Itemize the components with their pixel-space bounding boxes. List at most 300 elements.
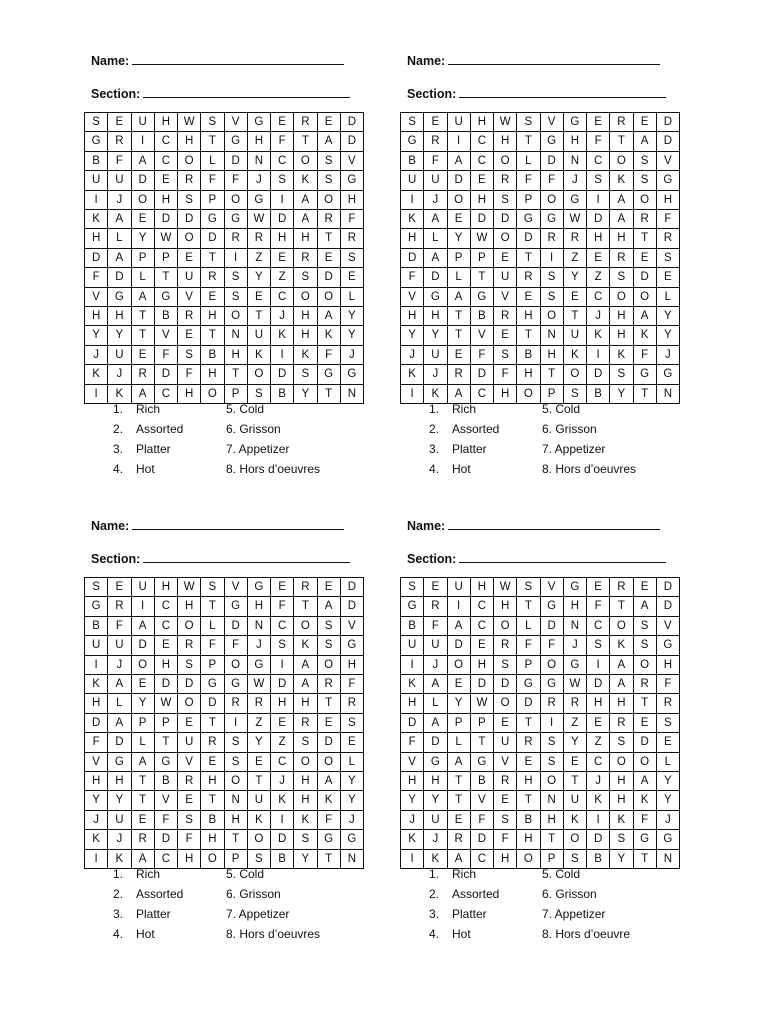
grid-cell[interactable]: H [85,694,108,713]
grid-cell[interactable]: L [108,229,131,248]
grid-cell[interactable]: S [224,733,247,752]
grid-cell[interactable]: D [271,675,294,694]
name-line[interactable] [132,54,344,65]
grid-cell[interactable]: I [401,849,424,868]
grid-cell[interactable]: E [131,345,154,364]
grid-cell[interactable]: R [610,578,633,597]
grid-cell[interactable]: D [131,171,154,190]
grid-cell[interactable]: F [317,345,340,364]
grid-cell[interactable]: S [340,248,363,267]
grid-cell[interactable]: F [340,210,363,229]
grid-cell[interactable]: T [563,772,586,791]
grid-cell[interactable]: O [517,849,540,868]
grid-cell[interactable]: Z [247,248,270,267]
grid-cell[interactable]: C [587,151,610,170]
grid-cell[interactable]: D [656,578,679,597]
grid-cell[interactable]: V [85,287,108,306]
grid-cell[interactable]: H [656,655,679,674]
grid-cell[interactable]: D [470,210,493,229]
grid-cell[interactable]: C [470,849,493,868]
grid-cell[interactable]: G [108,287,131,306]
grid-cell[interactable]: H [294,326,317,345]
grid-cell[interactable]: I [271,345,294,364]
grid-cell[interactable]: T [517,248,540,267]
grid-cell[interactable]: F [656,210,679,229]
name-field[interactable] [91,54,344,68]
grid-cell[interactable]: K [563,810,586,829]
grid-cell[interactable]: D [424,733,447,752]
grid-cell[interactable]: H [470,113,493,132]
grid-cell[interactable]: G [540,210,563,229]
grid-cell[interactable]: E [494,713,517,732]
grid-cell[interactable]: B [517,345,540,364]
grid-cell[interactable]: H [517,365,540,384]
grid-cell[interactable]: G [656,830,679,849]
grid-cell[interactable]: G [108,752,131,771]
grid-cell[interactable]: H [587,694,610,713]
grid-cell[interactable]: I [224,713,247,732]
grid-cell[interactable]: I [85,384,108,403]
grid-cell[interactable]: J [401,810,424,829]
grid-cell[interactable]: D [340,113,363,132]
grid-cell[interactable]: T [540,365,563,384]
grid-cell[interactable]: I [587,655,610,674]
grid-cell[interactable]: R [108,597,131,616]
grid-cell[interactable]: O [494,151,517,170]
name-field[interactable] [407,519,660,533]
grid-cell[interactable]: H [178,849,201,868]
grid-cell[interactable]: S [201,578,224,597]
grid-cell[interactable]: E [317,578,340,597]
grid-cell[interactable]: R [317,210,340,229]
grid-cell[interactable]: F [317,810,340,829]
grid-cell[interactable]: G [424,287,447,306]
grid-cell[interactable]: A [131,151,154,170]
grid-cell[interactable]: J [424,365,447,384]
grid-cell[interactable]: H [178,597,201,616]
grid-cell[interactable]: B [154,772,177,791]
grid-cell[interactable]: S [224,287,247,306]
grid-cell[interactable]: Z [587,268,610,287]
grid-cell[interactable]: R [178,636,201,655]
grid-cell[interactable]: S [517,578,540,597]
grid-cell[interactable]: L [424,694,447,713]
grid-cell[interactable]: D [656,132,679,151]
grid-cell[interactable]: E [424,578,447,597]
grid-cell[interactable]: J [587,307,610,326]
grid-cell[interactable]: A [424,248,447,267]
grid-cell[interactable]: K [294,171,317,190]
grid-cell[interactable]: D [447,636,470,655]
grid-cell[interactable]: S [340,713,363,732]
grid-cell[interactable]: I [540,713,563,732]
grid-cell[interactable]: S [656,713,679,732]
grid-cell[interactable]: H [201,307,224,326]
grid-cell[interactable]: H [85,307,108,326]
grid-cell[interactable]: T [610,597,633,616]
grid-cell[interactable]: G [517,675,540,694]
grid-cell[interactable]: E [447,810,470,829]
grid-cell[interactable]: V [494,752,517,771]
grid-cell[interactable]: H [247,597,270,616]
grid-cell[interactable]: P [154,248,177,267]
grid-cell[interactable]: H [401,229,424,248]
grid-cell[interactable]: F [470,345,493,364]
grid-cell[interactable]: D [108,268,131,287]
grid-cell[interactable]: A [131,752,154,771]
grid-cell[interactable]: T [201,132,224,151]
grid-cell[interactable]: D [470,365,493,384]
grid-cell[interactable]: D [154,675,177,694]
grid-cell[interactable]: C [154,384,177,403]
grid-cell[interactable]: A [633,772,656,791]
grid-cell[interactable]: S [610,733,633,752]
grid-cell[interactable]: A [131,384,154,403]
grid-cell[interactable]: G [247,113,270,132]
grid-cell[interactable]: C [154,151,177,170]
grid-cell[interactable]: J [108,190,131,209]
grid-cell[interactable]: U [108,171,131,190]
grid-cell[interactable]: W [563,675,586,694]
grid-cell[interactable]: J [656,345,679,364]
grid-cell[interactable]: C [154,132,177,151]
grid-cell[interactable]: O [224,190,247,209]
grid-cell[interactable]: E [178,326,201,345]
grid-cell[interactable]: D [154,830,177,849]
grid-cell[interactable]: G [540,132,563,151]
grid-cell[interactable]: T [294,132,317,151]
grid-cell[interactable]: T [317,229,340,248]
grid-cell[interactable]: H [470,578,493,597]
grid-cell[interactable]: O [540,307,563,326]
grid-cell[interactable]: S [85,113,108,132]
grid-cell[interactable]: U [401,636,424,655]
grid-cell[interactable]: E [131,675,154,694]
grid-cell[interactable]: L [424,229,447,248]
grid-cell[interactable]: T [131,307,154,326]
grid-cell[interactable]: E [247,287,270,306]
grid-cell[interactable]: D [85,248,108,267]
grid-cell[interactable]: K [294,810,317,829]
grid-cell[interactable]: R [656,229,679,248]
grid-cell[interactable]: T [517,597,540,616]
section-field[interactable] [91,87,350,101]
grid-cell[interactable]: U [108,345,131,364]
grid-cell[interactable]: S [517,113,540,132]
grid-cell[interactable]: O [317,287,340,306]
grid-cell[interactable]: U [424,810,447,829]
grid-cell[interactable]: R [540,694,563,713]
grid-cell[interactable]: A [633,132,656,151]
grid-cell[interactable]: H [340,655,363,674]
grid-cell[interactable]: O [633,655,656,674]
grid-cell[interactable]: I [401,190,424,209]
grid-cell[interactable]: U [424,636,447,655]
grid-cell[interactable]: H [294,694,317,713]
grid-cell[interactable]: O [294,616,317,635]
grid-cell[interactable]: V [470,326,493,345]
grid-cell[interactable]: E [271,113,294,132]
grid-cell[interactable]: Y [656,791,679,810]
grid-cell[interactable]: A [447,151,470,170]
grid-cell[interactable]: N [247,616,270,635]
grid-cell[interactable]: R [610,113,633,132]
grid-cell[interactable]: S [494,655,517,674]
grid-cell[interactable]: E [563,752,586,771]
grid-cell[interactable]: T [517,791,540,810]
grid-cell[interactable]: T [201,597,224,616]
grid-cell[interactable]: T [517,132,540,151]
grid-cell[interactable]: R [447,830,470,849]
grid-cell[interactable]: I [271,810,294,829]
section-line[interactable] [143,87,350,98]
grid-cell[interactable]: G [470,752,493,771]
grid-cell[interactable]: B [587,849,610,868]
grid-cell[interactable]: V [401,752,424,771]
grid-cell[interactable]: T [154,268,177,287]
grid-cell[interactable]: F [271,597,294,616]
grid-cell[interactable]: F [108,151,131,170]
grid-cell[interactable]: O [563,365,586,384]
grid-cell[interactable]: E [633,113,656,132]
grid-cell[interactable]: T [224,830,247,849]
grid-cell[interactable]: A [424,210,447,229]
grid-cell[interactable]: D [633,733,656,752]
grid-cell[interactable]: I [587,810,610,829]
grid-cell[interactable]: H [610,326,633,345]
grid-cell[interactable]: U [178,268,201,287]
grid-cell[interactable]: T [201,713,224,732]
section-field[interactable] [407,87,666,101]
grid-cell[interactable]: G [224,210,247,229]
grid-cell[interactable]: L [340,752,363,771]
grid-cell[interactable]: I [271,190,294,209]
name-line[interactable] [448,54,660,65]
name-field[interactable] [407,54,660,68]
grid-cell[interactable]: H [294,307,317,326]
grid-cell[interactable]: Y [401,791,424,810]
grid-cell[interactable]: G [85,597,108,616]
grid-cell[interactable]: Y [610,384,633,403]
grid-cell[interactable]: S [540,287,563,306]
grid-cell[interactable]: A [424,675,447,694]
grid-cell[interactable]: D [340,597,363,616]
grid-cell[interactable]: H [470,655,493,674]
grid-cell[interactable]: S [494,810,517,829]
grid-cell[interactable]: A [108,713,131,732]
grid-cell[interactable]: S [317,636,340,655]
grid-cell[interactable]: S [494,345,517,364]
grid-cell[interactable]: A [294,190,317,209]
grid-cell[interactable]: I [447,132,470,151]
grid-cell[interactable]: K [610,810,633,829]
grid-cell[interactable]: B [470,307,493,326]
grid-cell[interactable]: T [517,713,540,732]
grid-cell[interactable]: W [247,675,270,694]
grid-cell[interactable]: H [563,132,586,151]
grid-cell[interactable]: S [178,810,201,829]
grid-cell[interactable]: E [633,713,656,732]
grid-cell[interactable]: E [563,287,586,306]
grid-cell[interactable]: B [271,384,294,403]
grid-cell[interactable]: V [340,616,363,635]
grid-cell[interactable]: U [447,578,470,597]
grid-cell[interactable]: Y [294,849,317,868]
grid-cell[interactable]: F [224,636,247,655]
grid-cell[interactable]: T [633,229,656,248]
grid-cell[interactable]: H [540,810,563,829]
grid-cell[interactable]: C [271,616,294,635]
grid-cell[interactable]: K [401,365,424,384]
grid-cell[interactable]: D [540,151,563,170]
grid-cell[interactable]: B [470,772,493,791]
grid-cell[interactable]: B [271,849,294,868]
grid-cell[interactable]: H [340,190,363,209]
grid-cell[interactable]: L [656,752,679,771]
grid-cell[interactable]: R [540,229,563,248]
grid-cell[interactable]: S [224,268,247,287]
grid-cell[interactable]: Y [563,733,586,752]
grid-cell[interactable]: R [424,132,447,151]
grid-cell[interactable]: G [247,190,270,209]
section-line[interactable] [143,552,350,563]
grid-cell[interactable]: G [85,132,108,151]
grid-cell[interactable]: K [271,326,294,345]
grid-cell[interactable]: F [85,268,108,287]
grid-cell[interactable]: O [178,229,201,248]
grid-cell[interactable]: K [587,326,610,345]
grid-cell[interactable]: D [401,713,424,732]
grid-cell[interactable]: H [224,810,247,829]
grid-cell[interactable]: U [85,636,108,655]
grid-cell[interactable]: E [131,810,154,829]
grid-cell[interactable]: O [447,190,470,209]
grid-cell[interactable]: T [447,307,470,326]
grid-cell[interactable]: D [317,268,340,287]
grid-cell[interactable]: O [317,752,340,771]
grid-cell[interactable]: E [447,210,470,229]
grid-cell[interactable]: H [494,384,517,403]
grid-cell[interactable]: L [201,616,224,635]
grid-cell[interactable]: O [610,616,633,635]
grid-cell[interactable]: G [424,752,447,771]
grid-cell[interactable]: D [154,210,177,229]
grid-cell[interactable]: K [424,849,447,868]
grid-cell[interactable]: H [517,772,540,791]
grid-cell[interactable]: R [610,248,633,267]
grid-cell[interactable]: E [108,578,131,597]
grid-cell[interactable]: L [447,268,470,287]
grid-cell[interactable]: B [154,307,177,326]
grid-cell[interactable]: H [563,597,586,616]
grid-cell[interactable]: D [540,616,563,635]
grid-cell[interactable]: H [470,190,493,209]
grid-cell[interactable]: E [271,713,294,732]
grid-cell[interactable]: R [131,830,154,849]
grid-cell[interactable]: E [494,326,517,345]
grid-cell[interactable]: H [108,307,131,326]
grid-cell[interactable]: U [563,326,586,345]
grid-cell[interactable]: N [340,384,363,403]
grid-cell[interactable]: C [470,151,493,170]
grid-cell[interactable]: J [247,636,270,655]
grid-cell[interactable]: J [656,810,679,829]
grid-cell[interactable]: S [563,384,586,403]
grid-cell[interactable]: L [108,694,131,713]
grid-cell[interactable]: C [271,151,294,170]
grid-cell[interactable]: V [224,578,247,597]
grid-cell[interactable]: Z [563,248,586,267]
grid-cell[interactable]: E [494,248,517,267]
grid-cell[interactable]: T [201,791,224,810]
grid-cell[interactable]: C [470,132,493,151]
grid-cell[interactable]: G [340,636,363,655]
grid-cell[interactable]: A [447,384,470,403]
grid-cell[interactable]: D [178,210,201,229]
grid-cell[interactable]: J [85,810,108,829]
grid-cell[interactable]: N [563,616,586,635]
grid-cell[interactable]: U [108,810,131,829]
grid-cell[interactable]: R [563,694,586,713]
grid-cell[interactable]: U [178,733,201,752]
grid-cell[interactable]: S [317,151,340,170]
grid-cell[interactable]: P [154,713,177,732]
grid-cell[interactable]: E [108,113,131,132]
grid-cell[interactable]: Y [131,694,154,713]
grid-cell[interactable]: E [587,113,610,132]
grid-cell[interactable]: J [424,190,447,209]
grid-cell[interactable]: S [633,171,656,190]
grid-cell[interactable]: H [154,655,177,674]
grid-cell[interactable]: O [294,151,317,170]
grid-cell[interactable]: D [447,171,470,190]
grid-cell[interactable]: E [178,248,201,267]
grid-cell[interactable]: G [201,210,224,229]
grid-cell[interactable]: K [317,791,340,810]
grid-cell[interactable]: O [224,307,247,326]
grid-cell[interactable]: A [317,597,340,616]
grid-cell[interactable]: K [294,636,317,655]
grid-cell[interactable]: R [294,713,317,732]
grid-cell[interactable]: A [108,210,131,229]
grid-cell[interactable]: Z [563,713,586,732]
grid-cell[interactable]: P [131,248,154,267]
grid-cell[interactable]: T [470,268,493,287]
grid-cell[interactable]: A [108,675,131,694]
grid-cell[interactable]: S [610,830,633,849]
grid-cell[interactable]: T [447,791,470,810]
grid-cell[interactable]: F [540,171,563,190]
grid-cell[interactable]: H [587,229,610,248]
grid-cell[interactable]: J [563,636,586,655]
grid-cell[interactable]: O [494,694,517,713]
grid-cell[interactable]: E [317,713,340,732]
grid-cell[interactable]: E [656,268,679,287]
grid-cell[interactable]: E [587,578,610,597]
grid-cell[interactable]: S [201,113,224,132]
grid-cell[interactable]: I [447,597,470,616]
grid-cell[interactable]: R [247,694,270,713]
grid-cell[interactable]: I [401,655,424,674]
grid-cell[interactable]: K [633,326,656,345]
grid-cell[interactable]: K [294,345,317,364]
grid-cell[interactable]: D [587,210,610,229]
grid-cell[interactable]: A [424,713,447,732]
grid-cell[interactable]: I [131,132,154,151]
grid-cell[interactable]: G [563,190,586,209]
grid-cell[interactable]: S [271,171,294,190]
grid-cell[interactable]: K [633,791,656,810]
